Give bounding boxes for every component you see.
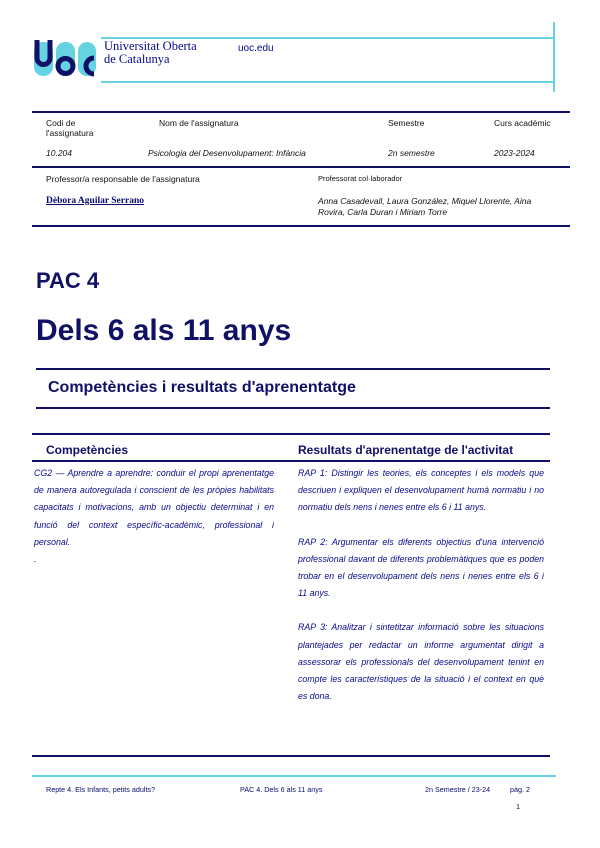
header-rule-bottom bbox=[101, 81, 553, 83]
header-rule-right bbox=[553, 22, 555, 92]
code-label: Codi de l'assignatura bbox=[46, 118, 94, 138]
name-label: Nom de l'assignatura bbox=[159, 118, 239, 128]
competencies-header: Competències bbox=[46, 443, 129, 457]
footer-page: pàg. 2 bbox=[510, 785, 530, 794]
course-year: 2023-2024 bbox=[494, 148, 535, 158]
course-name: Psicologia del Desenvolupament: Infància bbox=[148, 148, 306, 158]
footer-rule bbox=[32, 775, 556, 777]
competency-cell bbox=[34, 465, 274, 568]
website-link[interactable]: uoc.edu bbox=[238, 43, 274, 54]
footer-center: PAC 4. Dels 6 als 11 anys bbox=[240, 785, 323, 794]
page-number: 1 bbox=[516, 802, 520, 811]
responsible-name[interactable]: Dèbora Aguilar Serrano bbox=[46, 196, 144, 206]
year-label: Curs acadèmic bbox=[494, 118, 551, 128]
rap-item: RAP 3: Analitzar i sintetitzar informació sobre les situacions plantejades per redactar un informe argumentat dirigit a assessorar els professionals del desenvolupament tenint en compte les característiques de la situació i el context en què es dona. bbox=[298, 622, 544, 702]
competency-text: CG2 — Aprendre a aprendre: conduir el propi aprenentatge de manera autoregulada i conscient de les pròpies habilitats capacitats i motivacions, amb un objectiu determinat i en funció del context específic-acadèmic, professional i personal. bbox=[34, 468, 274, 547]
section-rule-top bbox=[36, 368, 550, 370]
info-rule-middle bbox=[32, 166, 570, 168]
table-rule-top bbox=[32, 433, 550, 435]
uoc-logo bbox=[34, 38, 96, 80]
collaborators-names: Anna Casadevall, Laura González, Miquel Llorente, Aina Rovira, Carla Duran i Miriam Torre bbox=[318, 196, 532, 217]
outcomes-cell bbox=[298, 465, 544, 722]
section-rule-bottom bbox=[36, 407, 550, 409]
table-rule-header bbox=[32, 460, 550, 462]
info-rule-top bbox=[32, 111, 570, 113]
course-semester: 2n semestre bbox=[388, 148, 435, 158]
section-title: Competències i resultats d'aprenentatge bbox=[48, 379, 356, 396]
table-rule-bottom bbox=[32, 755, 550, 757]
rap-item: RAP 1: Distingir les teories, els conceptes i els models que descriuen i expliquen el desenvolupament humà normatiu i no normatiu dels nens i nenes entre els 6 i 11 anys. bbox=[298, 468, 544, 513]
footer-right: 2n Semestre / 23-24 bbox=[425, 785, 491, 794]
responsible-label: Professor/a responsable de l'assignatura bbox=[46, 174, 200, 184]
info-rule-bottom bbox=[32, 225, 570, 227]
competency-trailing: . bbox=[34, 554, 37, 565]
outcomes-header: Resultats d'aprenentatge de l'activitat bbox=[298, 443, 514, 457]
rap-item: RAP 2: Argumentar els diferents objectius d'una intervenció professional davant de diferents problemàtiques que es poden trobar en el desenvolupament dels nens i nenes entre els 6 i 11 anys. bbox=[298, 536, 544, 599]
footer-left: Repte 4. Els Infants, petits adults? bbox=[46, 785, 156, 794]
course-code: 10.204 bbox=[46, 148, 72, 158]
page-title: Dels 6 als 11 anys bbox=[36, 314, 292, 347]
pac-label: PAC 4 bbox=[36, 268, 100, 293]
collaborator-label: Professorat col·laborador bbox=[318, 174, 403, 183]
header-rule-top bbox=[101, 37, 553, 39]
semester-label: Semestre bbox=[388, 118, 425, 128]
university-name: Universitat Oberta de Catalunya bbox=[104, 39, 197, 66]
